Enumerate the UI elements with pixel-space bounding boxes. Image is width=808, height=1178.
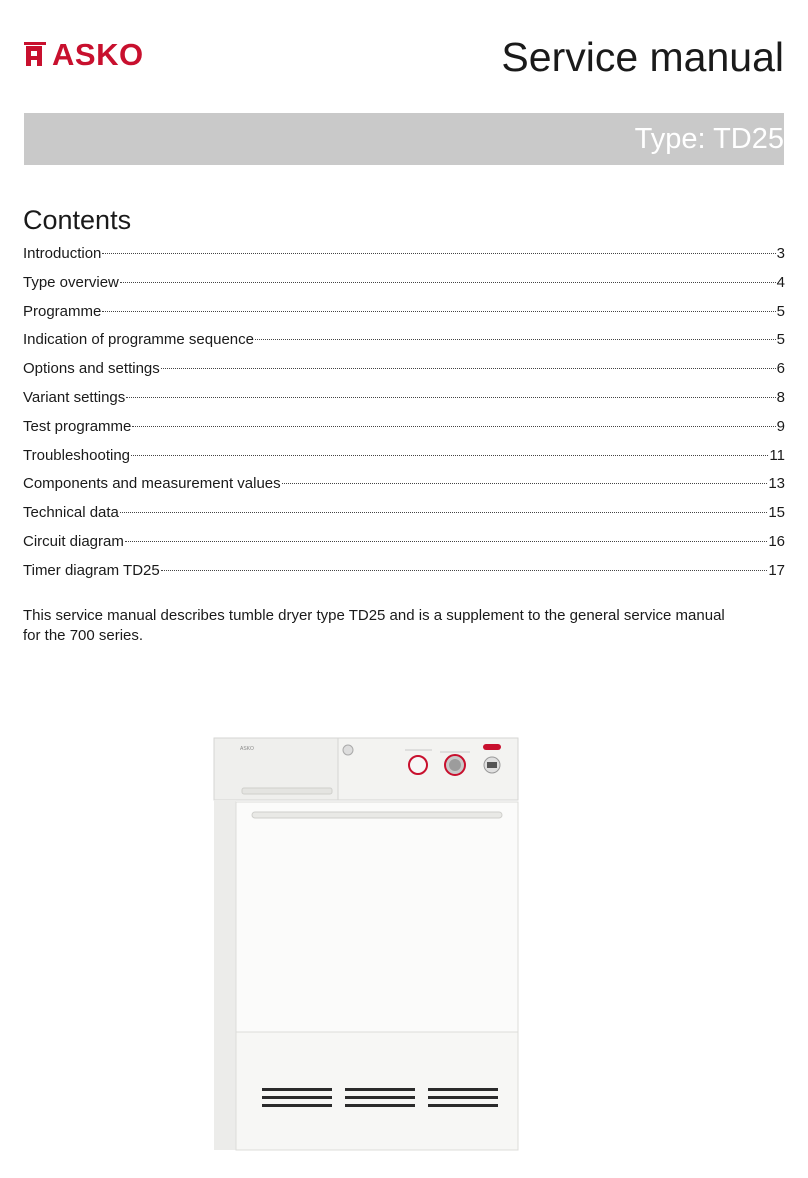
dot-leader: [132, 426, 775, 427]
toc-entry-title: Programme: [23, 302, 102, 320]
toc-entry[interactable]: [23, 301, 785, 330]
svg-text:ASKO: ASKO: [240, 746, 254, 752]
dot-leader: [161, 570, 768, 571]
dot-leader: [102, 253, 775, 254]
toc-entry[interactable]: [23, 243, 785, 272]
toc-entry-title: Variant settings: [23, 388, 126, 406]
table-of-contents: [23, 243, 785, 589]
toc-entry-page: 16: [768, 532, 785, 550]
dot-leader: [161, 368, 776, 369]
toc-entry[interactable]: [23, 329, 785, 358]
toc-entry-title: Options and settings: [23, 360, 160, 378]
tumble-dryer-image: [200, 730, 540, 1160]
dot-leader: [102, 311, 775, 312]
toc-entry[interactable]: [23, 445, 785, 474]
toc-entry-title: Timer diagram TD25: [23, 561, 160, 579]
toc-entry[interactable]: [23, 502, 785, 531]
toc-entry-page: 8: [776, 388, 785, 406]
contents-heading: Contents: [23, 205, 132, 235]
toc-entry-title: Indication of programme sequence: [23, 331, 254, 349]
dot-leader: [125, 541, 767, 542]
toc-entry[interactable]: [23, 416, 785, 445]
toc-entry-title: Components and measurement values: [23, 475, 281, 493]
description-line: This service manual describes tumble dryer type TD25 and is a supplement to the general service manual: [23, 607, 725, 624]
type-bar: [24, 113, 784, 165]
toc-entry[interactable]: [23, 358, 785, 387]
toc-entry-page: 5: [776, 302, 785, 320]
dot-leader: [120, 282, 776, 283]
toc-entry-title: Circuit diagram: [23, 532, 124, 550]
toc-entry-page: 6: [776, 360, 785, 378]
toc-entry-page: 9: [776, 417, 785, 435]
description-line: for the 700 series.: [23, 627, 144, 644]
toc-entry[interactable]: [23, 272, 785, 301]
toc-entry-page: 17: [768, 561, 785, 579]
toc-entry-page: 15: [768, 504, 785, 522]
toc-entry[interactable]: [23, 387, 785, 416]
toc-entry-title: Technical data: [23, 504, 119, 522]
asko-logo: [24, 37, 144, 72]
type-label: Type: TD25: [634, 123, 784, 155]
dot-leader: [282, 483, 768, 484]
toc-entry-page: 5: [776, 331, 785, 349]
toc-entry[interactable]: [23, 531, 785, 560]
manual-description: [23, 606, 763, 646]
dot-leader: [126, 397, 775, 398]
toc-entry-title: Type overview: [23, 273, 119, 291]
brand-name: ASKO: [52, 37, 144, 72]
toc-entry-page: 4: [776, 273, 785, 291]
dot-leader: [120, 512, 767, 513]
document-title: Service manual: [501, 34, 784, 80]
asko-logo-mark-icon: [24, 42, 46, 68]
toc-entry-title: Test programme: [23, 417, 132, 435]
toc-entry-page: 3: [776, 245, 785, 262]
toc-entry-title: Troubleshooting: [23, 446, 131, 464]
dot-leader: [255, 339, 776, 340]
toc-entry-page: 11: [769, 446, 785, 464]
toc-entry-title: Introduction: [23, 245, 102, 262]
toc-entry-page: 13: [768, 475, 785, 493]
dot-leader: [131, 455, 768, 456]
toc-entry[interactable]: [23, 560, 785, 589]
toc-entry[interactable]: [23, 473, 785, 502]
